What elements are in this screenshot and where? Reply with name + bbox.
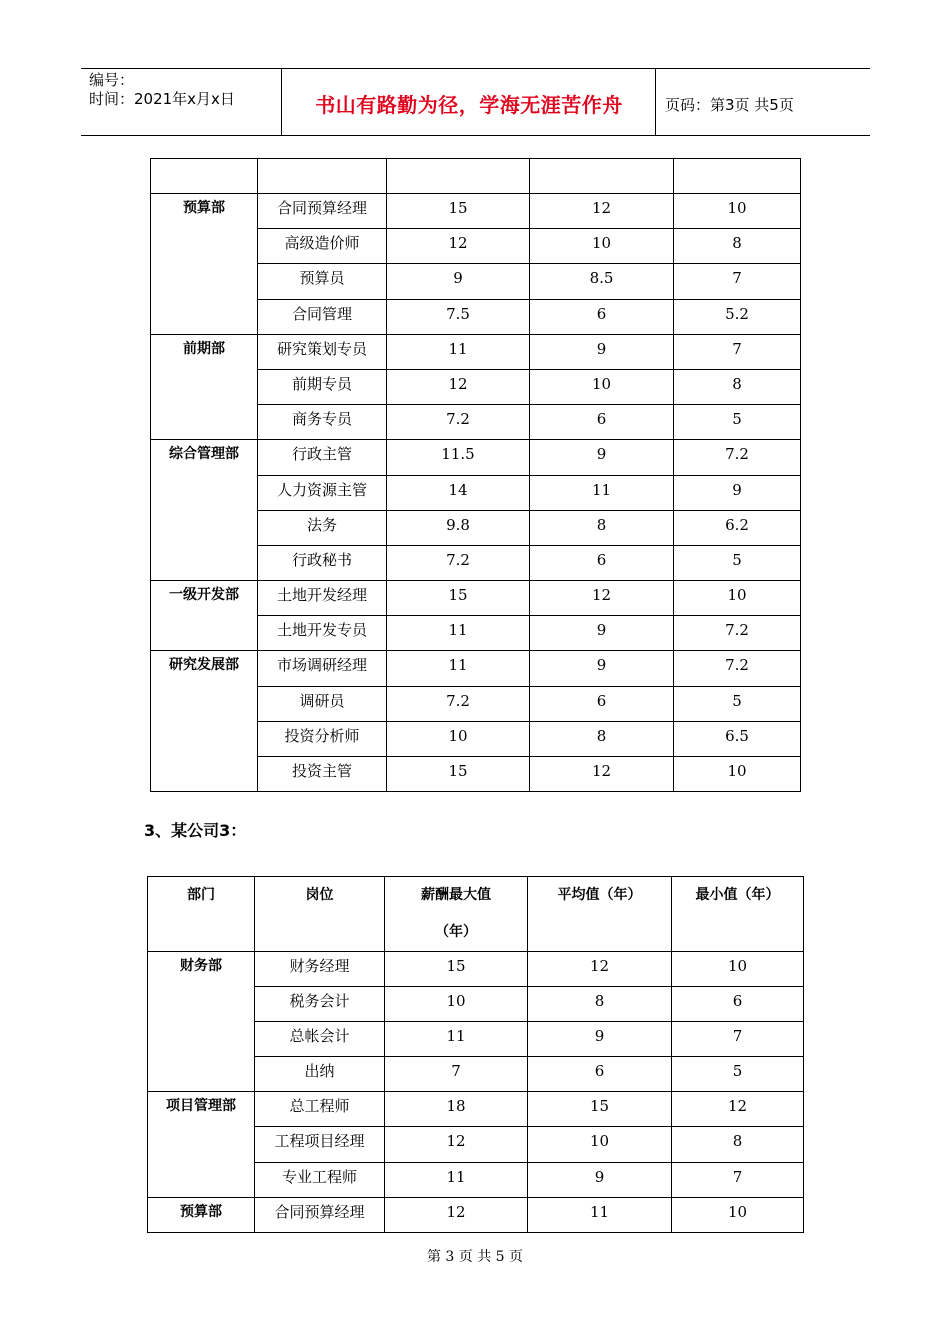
max-value-cell: 11 — [387, 651, 530, 686]
average-value-cell: 11 — [528, 1197, 672, 1232]
min-value-cell: 5 — [672, 1057, 804, 1092]
header-page-info: 页码：第3页 共5页 — [665, 96, 794, 114]
table-row — [148, 952, 804, 987]
min-value-cell: 5 — [674, 686, 801, 721]
min-value-cell: 8 — [672, 1127, 804, 1162]
header-dept: 部门 — [148, 877, 255, 952]
position-cell: 市场调研经理 — [258, 651, 387, 686]
department-cell: 一级开发部 — [151, 581, 258, 651]
position-cell: 出纳 — [255, 1057, 385, 1092]
average-value-cell: 10 — [530, 369, 674, 404]
max-value-cell: 7.2 — [387, 545, 530, 580]
max-value-cell: 15 — [385, 952, 528, 987]
position-cell: 合同预算经理 — [255, 1197, 385, 1232]
header-divider — [281, 69, 282, 135]
min-value-cell: 5.2 — [674, 299, 801, 334]
department-cell: 预算部 — [148, 1197, 255, 1232]
table-row — [148, 1197, 804, 1232]
header-max-salary: 薪酬最大值 （年） — [385, 877, 528, 952]
min-value-cell: 7 — [674, 334, 801, 369]
max-value-cell: 9.8 — [387, 510, 530, 545]
header-position: 岗位 — [255, 877, 385, 952]
position-cell: 工程项目经理 — [255, 1127, 385, 1162]
department-cell: 前期部 — [151, 334, 258, 440]
header-divider — [655, 69, 656, 135]
min-value-cell: 6.5 — [674, 721, 801, 756]
position-cell: 前期专员 — [258, 369, 387, 404]
position-cell: 人力资源主管 — [258, 475, 387, 510]
department-cell: 财务部 — [148, 952, 255, 1092]
average-value-cell: 8 — [530, 721, 674, 756]
page-footer: 第 3 页 共 5 页 — [426, 1249, 524, 1265]
min-value-cell: 5 — [674, 405, 801, 440]
max-value-cell: 12 — [387, 229, 530, 264]
position-cell: 合同预算经理 — [258, 194, 387, 229]
average-value-cell: 9 — [528, 1022, 672, 1057]
average-value-cell: 15 — [528, 1092, 672, 1127]
max-value-cell: 7 — [385, 1057, 528, 1092]
average-value-cell: 9 — [530, 440, 674, 475]
average-value-cell: 8 — [528, 987, 672, 1022]
average-value-cell: 9 — [530, 334, 674, 369]
position-cell: 土地开发专员 — [258, 616, 387, 651]
position-cell: 商务专员 — [258, 405, 387, 440]
header-meta — [89, 71, 279, 109]
min-value-cell: 10 — [674, 581, 801, 616]
table-cell — [151, 159, 258, 194]
max-value-cell: 14 — [387, 475, 530, 510]
average-value-cell: 9 — [530, 616, 674, 651]
average-value-cell: 12 — [530, 194, 674, 229]
table-row — [151, 581, 801, 616]
average-value-cell: 10 — [528, 1127, 672, 1162]
position-cell: 研究策划专员 — [258, 334, 387, 369]
max-value-cell: 15 — [387, 194, 530, 229]
min-value-cell: 7 — [672, 1162, 804, 1197]
table-row — [151, 334, 801, 369]
max-value-cell: 12 — [385, 1197, 528, 1232]
position-cell: 投资主管 — [258, 757, 387, 792]
position-cell: 财务经理 — [255, 952, 385, 987]
max-value-cell: 10 — [385, 987, 528, 1022]
max-value-cell: 7.2 — [387, 686, 530, 721]
position-cell: 合同管理 — [258, 299, 387, 334]
position-cell: 行政主管 — [258, 440, 387, 475]
page-header — [81, 68, 870, 136]
table-row — [151, 651, 801, 686]
salary-table-body — [148, 877, 804, 1233]
header-motto: 书山有路勤为径，学海无涯苦作舟 — [315, 93, 623, 117]
min-value-cell: 9 — [674, 475, 801, 510]
table-cell — [258, 159, 387, 194]
document-time-label: 时间：2021年x月x日 — [89, 90, 235, 108]
max-value-cell: 15 — [387, 581, 530, 616]
min-value-cell: 10 — [672, 952, 804, 987]
average-value-cell: 8 — [530, 510, 674, 545]
table-row — [148, 1092, 804, 1127]
min-value-cell: 7.2 — [674, 651, 801, 686]
min-value-cell: 6.2 — [674, 510, 801, 545]
average-value-cell: 8.5 — [530, 264, 674, 299]
salary-table-body — [151, 159, 801, 792]
position-cell: 投资分析师 — [258, 721, 387, 756]
table-cell — [674, 159, 801, 194]
min-value-cell: 8 — [674, 229, 801, 264]
min-value-cell: 7 — [672, 1022, 804, 1057]
average-value-cell: 6 — [530, 686, 674, 721]
max-value-cell: 11 — [387, 334, 530, 369]
min-value-cell: 10 — [674, 194, 801, 229]
section-title: 3、某公司3： — [144, 821, 247, 840]
average-value-cell: 12 — [530, 581, 674, 616]
position-cell: 专业工程师 — [255, 1162, 385, 1197]
department-cell: 综合管理部 — [151, 440, 258, 581]
table-header-row — [148, 877, 804, 952]
table-cell — [530, 159, 674, 194]
max-value-cell: 15 — [387, 757, 530, 792]
table-cell — [387, 159, 530, 194]
min-value-cell: 7.2 — [674, 616, 801, 651]
min-value-cell: 12 — [672, 1092, 804, 1127]
salary-table-continued — [150, 158, 801, 792]
table-row — [151, 159, 801, 194]
min-value-cell: 10 — [672, 1197, 804, 1232]
max-value-cell: 9 — [387, 264, 530, 299]
min-value-cell: 5 — [674, 545, 801, 580]
position-cell: 总帐会计 — [255, 1022, 385, 1057]
position-cell: 预算员 — [258, 264, 387, 299]
max-value-cell: 10 — [387, 721, 530, 756]
max-value-cell: 12 — [387, 369, 530, 404]
min-value-cell: 7 — [674, 264, 801, 299]
min-value-cell: 6 — [672, 987, 804, 1022]
average-value-cell: 11 — [530, 475, 674, 510]
max-value-cell: 11 — [385, 1022, 528, 1057]
average-value-cell: 10 — [530, 229, 674, 264]
max-value-cell: 18 — [385, 1092, 528, 1127]
max-value-cell: 7.2 — [387, 405, 530, 440]
position-cell: 土地开发经理 — [258, 581, 387, 616]
min-value-cell: 8 — [674, 369, 801, 404]
position-cell: 税务会计 — [255, 987, 385, 1022]
average-value-cell: 6 — [530, 545, 674, 580]
average-value-cell: 12 — [528, 952, 672, 987]
department-cell: 项目管理部 — [148, 1092, 255, 1197]
average-value-cell: 9 — [530, 651, 674, 686]
position-cell: 高级造价师 — [258, 229, 387, 264]
salary-table-company3 — [147, 876, 804, 1233]
position-cell: 行政秘书 — [258, 545, 387, 580]
min-value-cell: 10 — [674, 757, 801, 792]
max-value-cell: 11 — [385, 1162, 528, 1197]
min-value-cell: 7.2 — [674, 440, 801, 475]
max-value-cell: 12 — [385, 1127, 528, 1162]
average-value-cell: 6 — [530, 299, 674, 334]
position-cell: 法务 — [258, 510, 387, 545]
max-value-cell: 11 — [387, 616, 530, 651]
position-cell: 总工程师 — [255, 1092, 385, 1127]
average-value-cell: 9 — [528, 1162, 672, 1197]
max-value-cell: 7.5 — [387, 299, 530, 334]
header-average: 平均值（年） — [528, 877, 672, 952]
max-value-cell: 11.5 — [387, 440, 530, 475]
document-number-label: 编号： — [89, 71, 135, 89]
header-minimum: 最小值（年） — [672, 877, 804, 952]
department-cell: 研究发展部 — [151, 651, 258, 792]
average-value-cell: 6 — [530, 405, 674, 440]
average-value-cell: 12 — [530, 757, 674, 792]
average-value-cell: 6 — [528, 1057, 672, 1092]
position-cell: 调研员 — [258, 686, 387, 721]
department-cell: 预算部 — [151, 194, 258, 335]
table-row — [151, 194, 801, 229]
table-row — [151, 440, 801, 475]
